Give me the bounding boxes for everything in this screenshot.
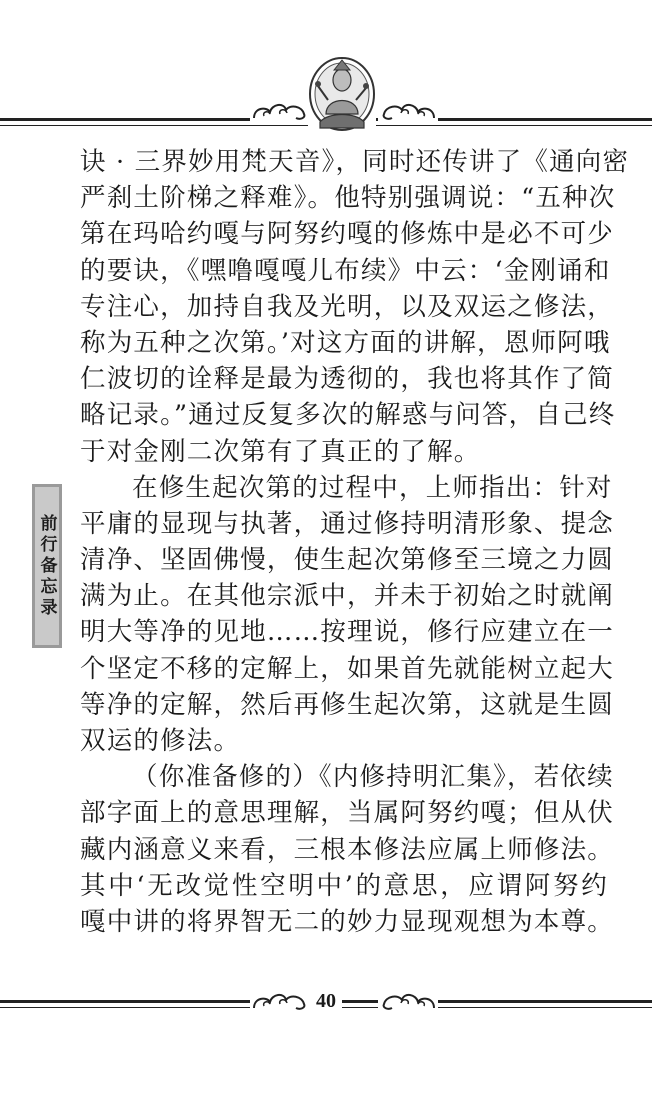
page-number <box>0 990 652 1013</box>
text-line: 双运的修法。 <box>80 726 241 756</box>
text-line: 藏内涵意义来看，三根本修法应属上师修法。 <box>80 834 615 865</box>
text-line: （你准备修的）《内修持明汇集》，若依续 <box>132 762 614 793</box>
text-line: 的要诀，《嘿噜嘎嘎儿布续》中云：‘金刚诵和 <box>80 255 611 286</box>
text-line: 个坚定不移的定解上，如果首先就能树立起大 <box>80 653 615 684</box>
auspicious-cloud-icon <box>250 100 310 122</box>
text-line: 称为五种之次第。’对这方面的讲解，恩师阿哦 <box>80 327 611 358</box>
text-line: 满为止。在其他宗派中，并未于初始之时就阐 <box>80 581 615 612</box>
auspicious-cloud-icon <box>378 100 438 122</box>
text-line: 第在玛哈约嘎与阿努约嘎的修炼中是必不可少 <box>80 219 615 250</box>
side-tab <box>32 484 62 648</box>
deity-figure-icon <box>308 56 376 134</box>
body-text <box>80 144 630 940</box>
text-line: 等净的定解，然后再修生起次第，这就是生圆 <box>80 689 615 720</box>
text-line: 平庸的显现与执著，通过修持明清形象、提念 <box>80 508 615 539</box>
text-line: 部字面上的意思理解，当属阿努约嘎；但从伏 <box>80 798 615 829</box>
text-line: 略记录。”通过反复多次的解惑与问答，自己终 <box>80 400 616 431</box>
side-tab-label: 前行备忘录 <box>36 513 57 619</box>
text-line: 清净、坚固佛慢，使生起次第修至三境之力圆 <box>80 545 615 576</box>
text-line: 嘎中讲的将界智无二的妙力显现观想为本尊。 <box>80 906 615 937</box>
text-line: 在修生起次第的过程中，上师指出：针对 <box>132 472 613 503</box>
text-line: 专注心，加持自我及光明，以及双运之修法， <box>80 291 615 322</box>
text-line: 诀 · 三界妙用梵天音》，同时还传讲了《通向密 <box>80 147 630 177</box>
text-line: 明大等净的见地……按理说，修行应建立在一 <box>80 617 615 648</box>
text-line: 其中‘无改觉性空明中’的意思，应谓阿努约 <box>80 870 608 901</box>
text-line: 严刹土阶梯之释难》。他特别强调说：“五种次 <box>80 183 616 214</box>
page-number-label: 40 <box>310 990 342 1012</box>
text-line: 仁波切的诠释是最为透彻的，我也将其作了简 <box>80 364 615 395</box>
text-line: 于对金刚二次第有了真正的了解。 <box>80 436 481 467</box>
